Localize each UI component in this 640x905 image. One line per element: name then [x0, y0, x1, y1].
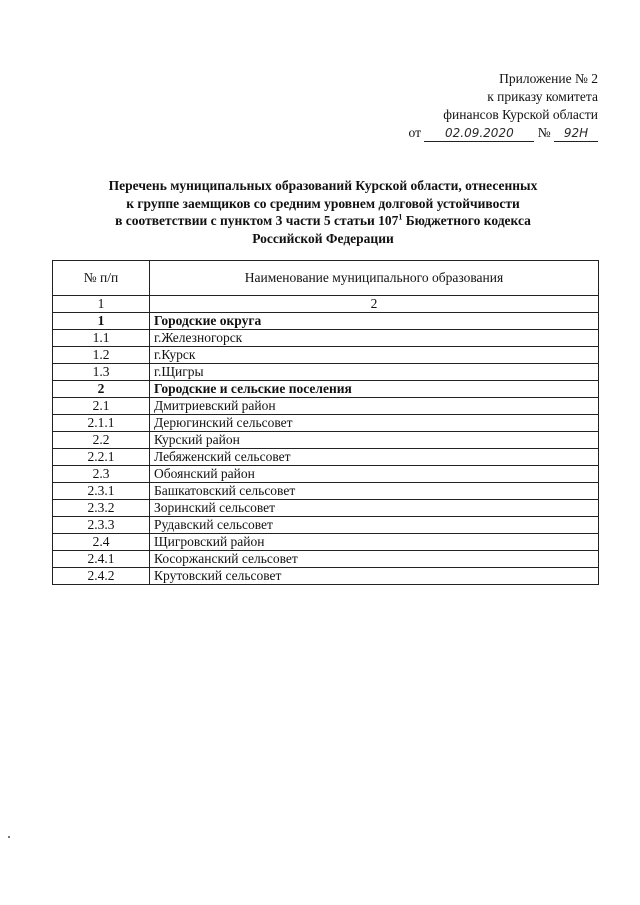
row-number: 2	[53, 381, 150, 398]
row-number: 2.1.1	[53, 415, 150, 432]
table-row-group	[53, 313, 599, 330]
row-number: 2.3	[53, 466, 150, 483]
title-line-3-tail: Бюджетного кодекса	[402, 213, 531, 228]
row-number: 1	[53, 313, 150, 330]
row-number: 2.2.1	[53, 449, 150, 466]
row-number: 1.3	[53, 364, 150, 381]
document-title	[50, 177, 596, 247]
title-line-3	[50, 212, 596, 230]
row-number: 2.3.2	[53, 500, 150, 517]
row-name: Лебяженский сельсовет	[150, 449, 599, 466]
row-number: 1.1	[53, 330, 150, 347]
scan-speck	[8, 836, 10, 838]
row-name: Обоянский район	[150, 466, 599, 483]
municipalities-table	[52, 260, 599, 585]
column-header-number: № п/п	[53, 261, 150, 296]
row-name: г.Курск	[150, 347, 599, 364]
attachment-order-ref: к приказу комитета	[487, 89, 598, 104]
order-number-handwritten: 92Н	[554, 126, 598, 142]
column-index-1: 1	[53, 296, 150, 313]
row-name: Курский район	[150, 432, 599, 449]
table-row	[53, 415, 599, 432]
row-number: 2.1	[53, 398, 150, 415]
row-name: г.Железногорск	[150, 330, 599, 347]
table-header-row	[53, 261, 599, 296]
table-row	[53, 500, 599, 517]
row-name: Косоржанский сельсовет	[150, 551, 599, 568]
row-name: Рудавский сельсовет	[150, 517, 599, 534]
row-number: 2.2	[53, 432, 150, 449]
attachment-number: Приложение № 2	[499, 71, 598, 86]
row-name: Крутовский сельсовет	[150, 568, 599, 585]
table-row	[53, 568, 599, 585]
table-row	[53, 432, 599, 449]
table-row	[53, 347, 599, 364]
row-name: Дмитриевский район	[150, 398, 599, 415]
table-row	[53, 534, 599, 551]
title-line-2: к группе заемщиков со средним уровнем долговой устойчивости	[126, 195, 520, 211]
column-header-name: Наименование муниципального образования	[150, 261, 599, 296]
row-number: 2.4.2	[53, 568, 150, 585]
row-number: 2.3.3	[53, 517, 150, 534]
table-index-row	[53, 296, 599, 313]
row-name: г.Щигры	[150, 364, 599, 381]
title-superscript: 1	[398, 212, 403, 222]
attachment-committee: финансов Курской области	[443, 107, 598, 122]
table-row-group	[53, 381, 599, 398]
table-row	[53, 551, 599, 568]
order-date-handwritten: 02.09.2020	[424, 126, 534, 142]
table-row	[53, 398, 599, 415]
row-number: 2.4.1	[53, 551, 150, 568]
title-line-3-main: в соответствии с пунктом 3 части 5 статьи 107	[115, 213, 399, 228]
table-row	[53, 517, 599, 534]
title-line-4: Российской Федерации	[252, 230, 394, 246]
table-row	[53, 449, 599, 466]
row-number: 1.2	[53, 347, 150, 364]
row-number: 2.3.1	[53, 483, 150, 500]
row-name: Городские округа	[150, 313, 599, 330]
row-name: Башкатовский сельсовет	[150, 483, 599, 500]
column-index-2: 2	[150, 296, 599, 313]
title-line-1: Перечень муниципальных образований Курской области, отнесенных	[108, 178, 538, 193]
row-number: 2.4	[53, 534, 150, 551]
row-name: Городские и сельские поселения	[150, 381, 599, 398]
order-prefix: от	[408, 125, 421, 140]
table-row	[53, 466, 599, 483]
table-row	[53, 330, 599, 347]
row-name: Щигровский район	[150, 534, 599, 551]
table-row	[53, 364, 599, 381]
row-name: Дерюгинский сельсовет	[150, 415, 599, 432]
attachment-order-line	[358, 124, 598, 142]
order-number-label: №	[537, 125, 551, 140]
table-row	[53, 483, 599, 500]
row-name: Зоринский сельсовет	[150, 500, 599, 517]
attachment-header	[358, 70, 598, 142]
